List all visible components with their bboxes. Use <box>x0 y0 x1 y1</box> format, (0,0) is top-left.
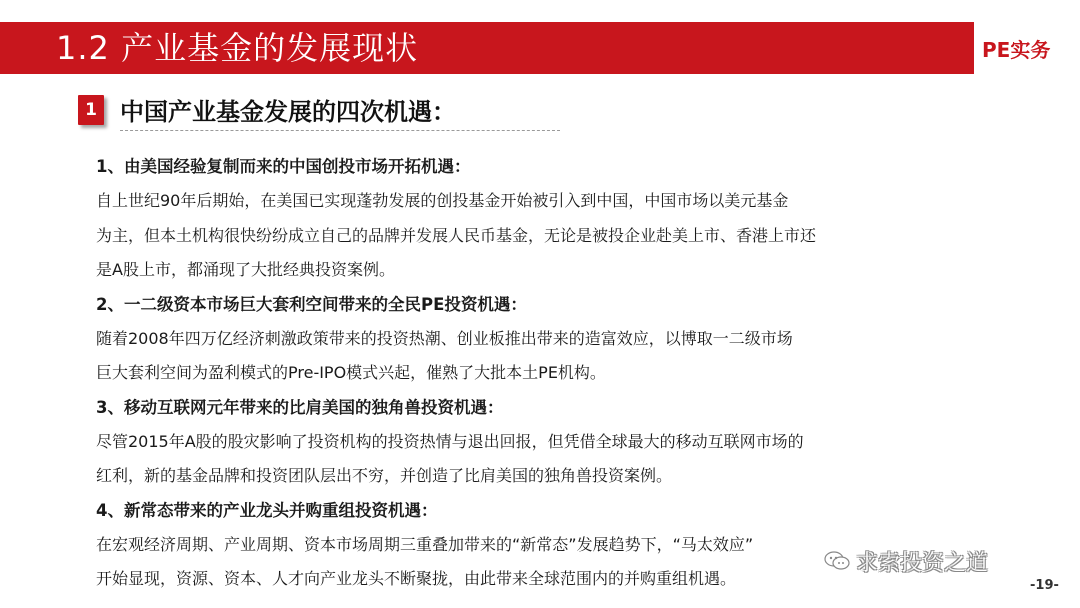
brand-label: PE实务 <box>982 38 1051 62</box>
title-bar <box>0 22 974 74</box>
list-item <box>96 391 976 494</box>
page-title: 1.2 产业基金的发展现状 <box>56 29 419 67</box>
section-heading <box>78 92 518 132</box>
item-paragraph: 在宏观经济周期、产业周期、资本市场周期三重叠加带来的“新常态”发展趋势下，“马太效应” 开始显现，资源、资本、人才向产业龙头不断聚拢，由此带来全球范围内的并购重组机遇。 <box>96 534 754 588</box>
item-paragraph: 自上世纪90年后期始，在美国已实现蓬勃发展的创投基金开始被引入到中国，中国市场以美元基金 为主，但本土机构很快纷纷成立自己的品牌并发展人民币基金，无论是被投企业赴美上市、香港上市还 是A股上市，都涌现了大批经典投资案例。 <box>96 191 817 279</box>
number-badge: 1 <box>78 95 104 125</box>
item-heading: 3、移动互联网元年带来的比肩美国的独角兽投资机遇： <box>96 397 504 417</box>
item-paragraph: 尽管2015年A股的股灾影响了投资机构的投资热情与退出回报，但凭借全球最大的移动互联网市场的 红利，新的基金品牌和投资团队层出不穷，并创造了比肩美国的独角兽投资案例。 <box>96 431 804 485</box>
watermark-text: 求索投资之道 <box>856 550 989 576</box>
section-underline <box>120 130 560 131</box>
watermark <box>824 544 988 578</box>
content-body <box>96 150 976 597</box>
item-paragraph: 随着2008年四万亿经济刺激政策带来的投资热潮、创业板推出带来的造富效应，以博取一二级市场 巨大套利空间为盈利模式的Pre-IPO模式兴起，催熟了大批本土PE机构。 <box>96 328 793 382</box>
wechat-icon <box>824 551 850 571</box>
item-heading: 4、新常态带来的产业龙头并购重组投资机遇： <box>96 500 438 520</box>
item-heading: 2、一二级资本市场巨大套利空间带来的全民PE投资机遇： <box>96 294 527 314</box>
page-number: -19- <box>1030 578 1059 593</box>
list-item <box>96 150 976 288</box>
section-title: 中国产业基金发展的四次机遇： <box>120 98 456 126</box>
item-heading: 1、由美国经验复制而来的中国创投市场开拓机遇： <box>96 157 471 176</box>
list-item <box>96 288 976 391</box>
